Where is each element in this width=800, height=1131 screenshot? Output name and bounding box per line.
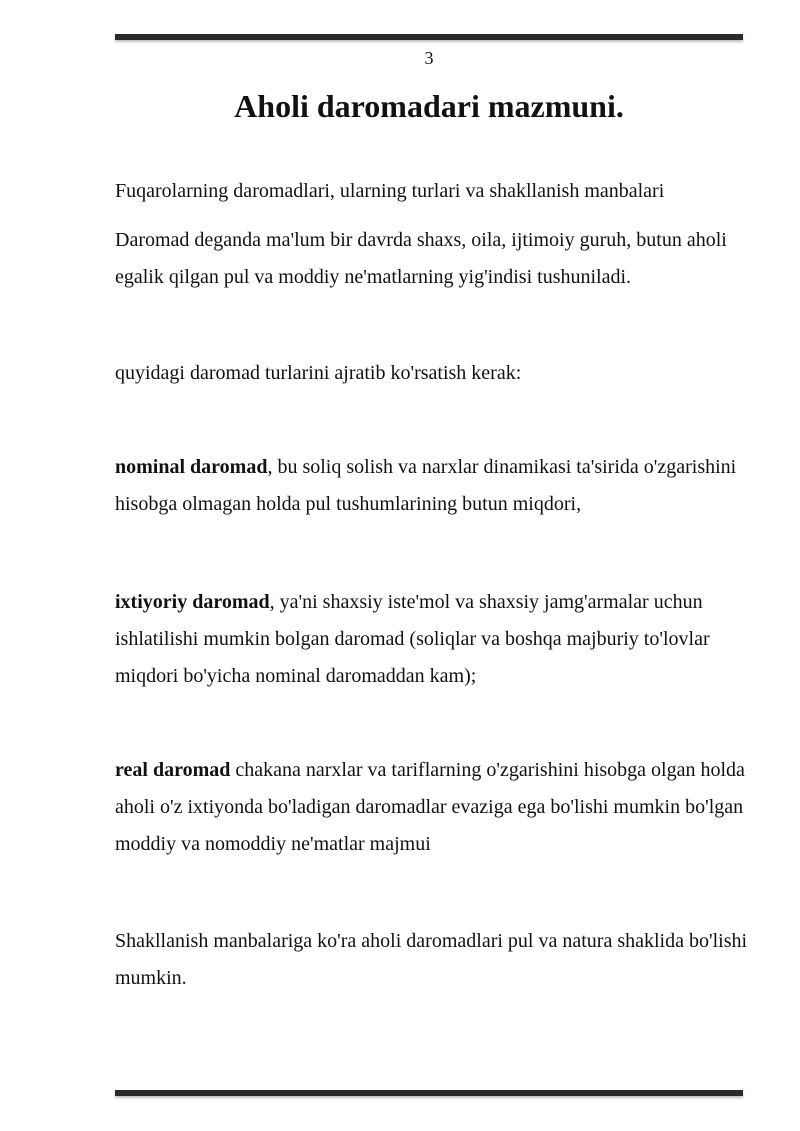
type-real-paragraph — [115, 752, 755, 863]
intro-paragraph: Fuqarolarning daromadlari, ularning turlari va shakllanish manbalari — [115, 180, 665, 202]
closing-paragraph: Shakllanish manbalariga ko'ra aholi daromadlari pul va natura shaklida bo'lishi mumkin. — [115, 930, 748, 989]
page-title: Aholi daromadari mazmuni. — [234, 88, 624, 124]
type-discretionary-text: , ya'ni shaxsiy iste'mol va shaxsiy jamg'armalar uchun ishlatilishi mumkin bolgan daromad (soliqlar va boshqa majburiy to'lovlar miqdori bo'yicha nominal daromaddan kam); — [115, 591, 710, 687]
header-rule — [115, 34, 743, 40]
type-real-text: chakana narxlar va tariflarning o'zgarishini hisobga olgan holda aholi o'z ixtiyonda bo'ladigan daromadlar evaziga ega bo'lishi mumkin bo'lgan moddiy va nomoddiy ne'matlar majmui — [115, 759, 745, 855]
type-nominal-term: nominal daromad — [115, 456, 268, 478]
type-discretionary-paragraph — [115, 584, 755, 695]
type-nominal-paragraph — [115, 449, 755, 523]
type-nominal-text: , bu soliq solish va narxlar dinamikasi ta'sirida o'zgarishini hisobga olmagan holda pul tushumlarining butun miqdori, — [115, 456, 737, 515]
type-real-term: real daromad — [115, 759, 231, 781]
footer-rule — [115, 1090, 743, 1096]
type-discretionary-term: ixtiyoriy daromad — [115, 591, 270, 613]
page-number: 3 — [424, 48, 434, 68]
types-lead-paragraph: quyidagi daromad turlarini ajratib ko'rsatish kerak: — [115, 362, 522, 384]
definition-paragraph: Daromad deganda ma'lum bir davrda shaxs, oila, ijtimoiy guruh, butun aholi egalik qilgan pul va moddiy ne'matlarning yig'indisi tushuniladi. — [115, 229, 727, 288]
